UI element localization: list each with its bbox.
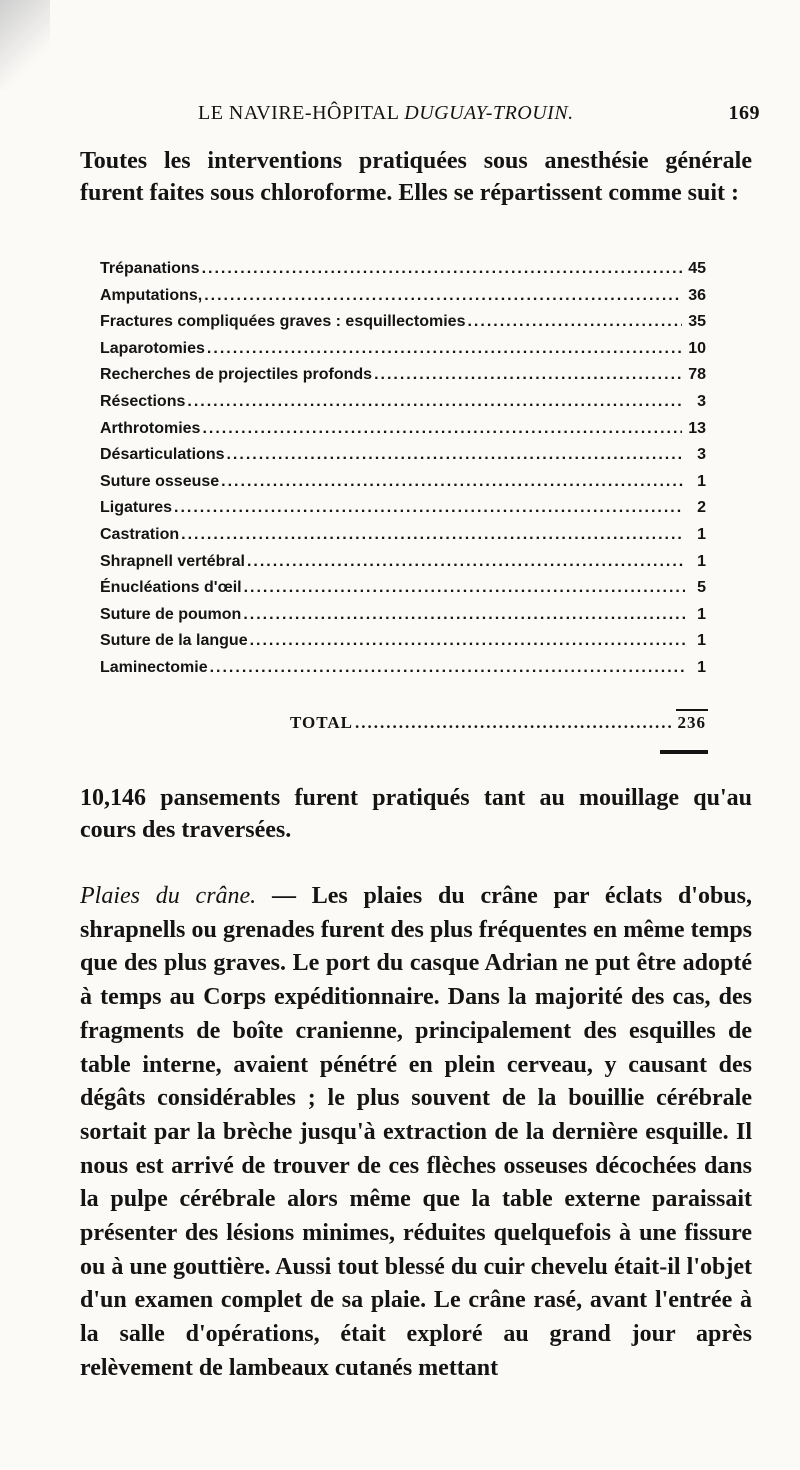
intervention-label: Suture de la langue [100, 632, 248, 650]
leader-dots [247, 549, 686, 576]
leader-dots [207, 336, 682, 363]
intervention-count: 1 [697, 605, 706, 623]
intervention-count: 78 [688, 366, 706, 384]
intervention-label: Suture de poumon [100, 605, 242, 623]
intervention-count: 3 [697, 392, 706, 410]
table-row [100, 628, 706, 655]
intervention-label: Énucléations d'œil [100, 579, 242, 597]
table-row [100, 309, 706, 336]
table-row [100, 575, 706, 602]
intervention-label: Arthrotomies [100, 419, 201, 437]
page-number: 169 [728, 102, 760, 124]
leader-dots [355, 710, 672, 736]
leader-dots [250, 628, 686, 655]
leader-dots [374, 362, 682, 389]
pansements-paragraph: 10,146 pansements furent pratiqués tant au mouillage qu'au cours des traversées. [80, 785, 752, 843]
intervention-label: Résections [100, 392, 186, 410]
intervention-count: 1 [697, 552, 706, 570]
intervention-label: Fractures compliquées graves : esquillectomies [100, 313, 466, 331]
table-row [100, 362, 706, 389]
intervention-label: Suture osseuse [100, 472, 220, 490]
intervention-label: Shrapnell vertébral [100, 552, 245, 570]
intervention-count: 1 [697, 632, 706, 650]
leader-dots [467, 309, 682, 336]
leader-dots [187, 389, 683, 416]
leader-dots [181, 522, 683, 549]
page-edge-shadow [0, 0, 50, 90]
section-heading: Plaies du crâne. [80, 883, 257, 909]
table-row [100, 442, 706, 469]
intervention-count: 35 [688, 313, 706, 331]
table-row [100, 495, 706, 522]
intervention-count: 1 [697, 658, 706, 676]
intervention-count: 2 [697, 499, 706, 517]
leader-dots [221, 469, 684, 496]
table-row [100, 283, 706, 310]
intervention-label: Castration [100, 525, 180, 543]
leader-dots [202, 256, 683, 283]
intro-paragraph: Toutes les interventions pratiquées sous anesthésie générale furent faites sous chloroforme. Elles se répartissent comme suit : [80, 148, 752, 206]
table-row [100, 522, 706, 549]
table-row [100, 602, 706, 629]
leader-dots [174, 495, 683, 522]
intervention-count: 1 [697, 472, 706, 490]
intervention-count: 5 [697, 579, 706, 597]
intervention-label: Trépanations [100, 260, 200, 277]
intervention-label: Laminectomie [100, 658, 208, 676]
intervention-count: 13 [688, 419, 706, 437]
plaies-paragraph [80, 880, 752, 1386]
leader-dots [243, 602, 685, 629]
intervention-label: Désarticulations [100, 446, 225, 464]
leader-dots [204, 283, 682, 310]
table-row [100, 389, 706, 416]
intervention-label: Recherches de projectiles profonds [100, 366, 373, 384]
table-row [100, 469, 706, 496]
total-row [290, 710, 706, 736]
table-row [100, 336, 706, 363]
total-label: TOTAL [290, 713, 353, 732]
table-row [100, 655, 706, 682]
running-title: LE NAVIRE-HÔPITAL DUGUAY-TROUIN. [198, 102, 574, 124]
total-double-rule [660, 750, 708, 754]
leader-dots [210, 655, 685, 682]
intervention-count: 36 [688, 286, 706, 304]
intervention-label: Ligatures [100, 499, 173, 517]
running-head [170, 100, 760, 140]
intervention-count: 1 [697, 525, 706, 543]
table-row [100, 416, 706, 443]
intervention-count: 3 [697, 446, 706, 464]
table-row [100, 256, 706, 283]
intervention-label: Laparotomies [100, 339, 205, 357]
leader-dots [226, 442, 684, 469]
leader-dots [244, 575, 686, 602]
total-value: 236 [677, 713, 706, 732]
table-row [100, 549, 706, 576]
intervention-label: Amputations, [100, 286, 203, 304]
intervention-count: 10 [688, 339, 706, 357]
leader-dots [202, 416, 682, 443]
interventions-table [100, 256, 706, 682]
intervention-count: 45 [688, 260, 706, 277]
section-body: — Les plaies du crâne par éclats d'obus, shrapnells ou grenades furent des plus fréquentes en même temps que des plus graves. Le port du casque Adrian ne put être adopté à temps au Corps expéditionnaire. Dans la majorité des cas, des fragments de boîte cranienne, principalement des esquilles de table interne, avaient pénétré en plein cerveau, y causant des dégâts considérables ; le plus souvent de la bouillie cérébrale sortait par la brèche jusqu'à extraction de la dernière esquille. Il nous est arrivé de trouver de ces flèches osseuses décochées dans la pulpe cérébrale alors même que la table externe paraissait présenter des lésions minimes, réduites quelquefois à une fissure ou à une gouttière. Aussi tout blessé du cuir chevelu était-il l'objet d'un examen complet de sa plaie. Le crâne rasé, avant l'entrée à la salle d'opérations, était exploré au grand jour après relèvement de lambeaux cutanés mettant [80, 883, 752, 1381]
